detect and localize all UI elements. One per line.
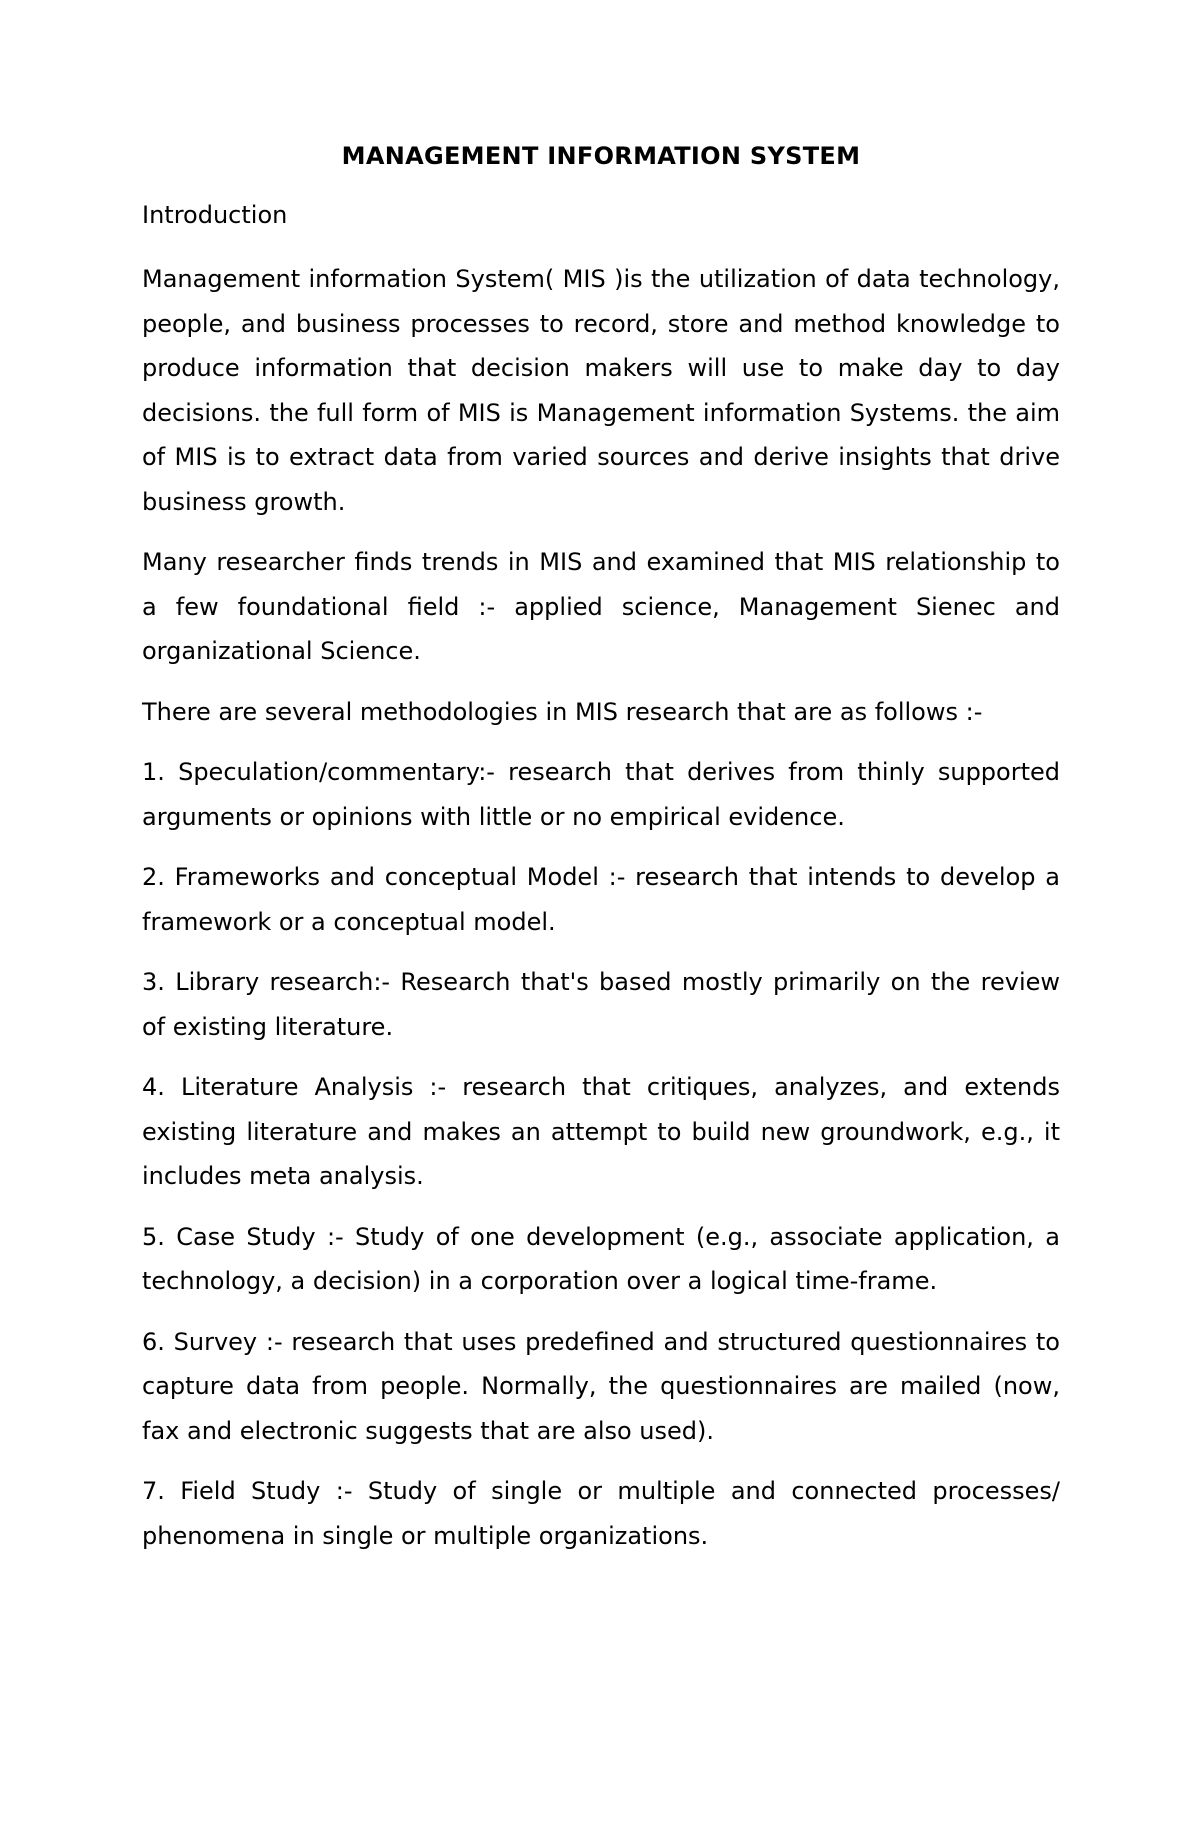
paragraph-intro: Management information System( MIS )is the utilization of data technology, people, and business processes to record, store and method knowledge to produce information that decision makers will use to make day to day decisions. the full form of MIS is Management information Systems. the aim of MIS is to extract data from varied sources and derive insights that drive business growth. <box>142 265 1060 516</box>
list-item-literature-analysis: 4. Literature Analysis :- research that critiques, analyzes, and extends existing literature and makes an attempt to build new groundwork, e.g., it includes meta analysis. <box>142 1073 1060 1190</box>
list-item-speculation: 1. Speculation/commentary:- research that derives from thinly supported arguments or opinions with little or no empirical evidence. <box>142 758 1060 831</box>
document-title: MANAGEMENT INFORMATION SYSTEM <box>341 142 861 170</box>
list-item-survey: 6. Survey :- research that uses predefined and structured questionnaires to capture data from people. Normally, the questionnaires are mailed (now, fax and electronic suggests that are also used). <box>142 1327 1060 1445</box>
paragraph-research-trends: Many researcher finds trends in MIS and examined that MIS relationship to a few foundational field :- applied science, Management Sienec and organizational Science. <box>142 548 1060 665</box>
document-page <box>142 138 1060 1574</box>
section-heading: Introduction <box>142 201 288 229</box>
list-item-library-research: 3. Library research:- Research that's based mostly primarily on the review of existing literature. <box>142 968 1060 1041</box>
paragraph-methodologies-intro: There are several methodologies in MIS research that are as follows :- <box>142 697 983 726</box>
list-item-case-study: 5. Case Study :- Study of one development (e.g., associate application, a technology, a decision) in a corporation over a logical time-frame. <box>142 1222 1060 1295</box>
list-item-frameworks: 2. Frameworks and conceptual Model :- research that intends to develop a framework or a conceptual model. <box>142 863 1060 936</box>
list-item-field-study: 7. Field Study :- Study of single or multiple and connected processes/ phenomena in single or multiple organizations. <box>142 1477 1060 1550</box>
